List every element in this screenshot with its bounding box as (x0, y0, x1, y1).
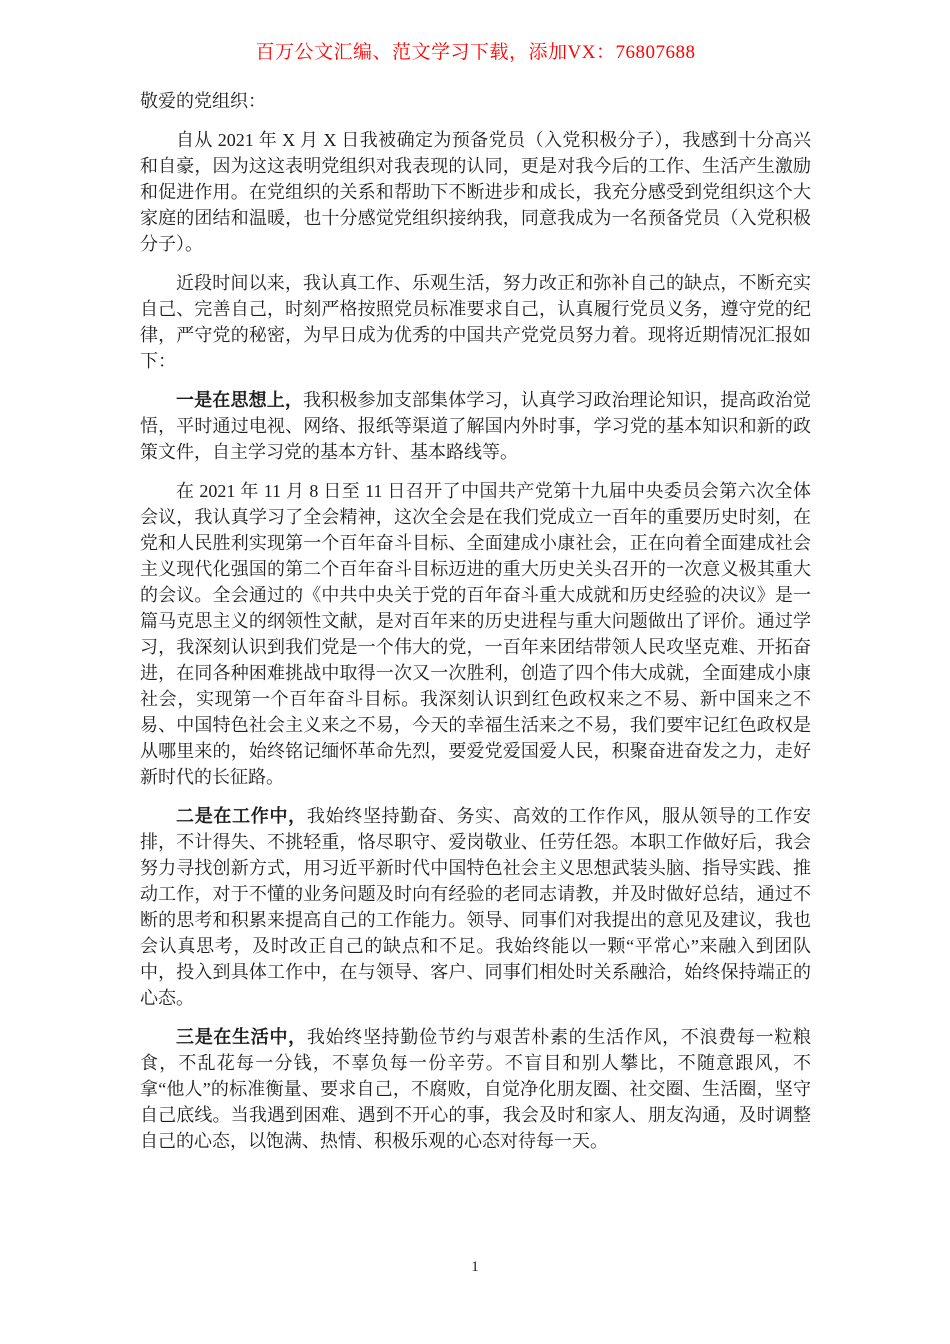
paragraph-text: 自从 2021 年 X 月 X 日我被确定为预备党员（入党积极分子），我感到十分高兴和自豪，因为这这表明党组织对我表现的认同，更是对我今后的工作、生活产生激励和促进作用。在党组织的关系和帮助下不断进步和成长，我充分感受到党组织这个大家庭的团结和温暖，也十分感觉党组织接纳我，同意我成为一名预备党员（入党积极分子）。 (140, 130, 811, 254)
paragraph (140, 387, 811, 465)
page-number: 1 (471, 1259, 479, 1275)
paragraph-text: 我积极参加支部集体学习，认真学习政治理论知识，提高政治觉悟，平时通过电视、网络、报纸等渠道了解国内外时事，学习党的基本知识和新的政策文件，自主学习党的基本方针、基本路线等。 (140, 390, 811, 462)
paragraph-lead: 一是在思想上， (176, 390, 304, 410)
paragraph (140, 478, 811, 790)
salutation: 敬爱的党组织： (140, 91, 266, 111)
paragraph-text: 我始终坚持勤俭节约与艰苦朴素的生活作风，不浪费每一粒粮食，不乱花每一分钱，不辜负每一份辛劳。不盲目和别人攀比，不随意跟风，不拿“他人”的标准衡量、要求自己，不腐败，自觉净化朋友圈、社交圈、生活圈，坚守自己底线。当我遇到困难、遇到不开心的事，我会及时和家人、朋友沟通，及时调整自己的心态，以饱满、热情、积极乐观的心态对待每一天。 (140, 1027, 812, 1151)
paragraph-text: 近段时间以来，我认真工作、乐观生活，努力改正和弥补自己的缺点，不断充实自己、完善自己，时刻严格按照党员标准要求自己，认真履行党员义务，遵守党的纪律，严守党的秘密，为早日成为优秀的中国共产党党员努力着。现将近期情况汇报如下： (140, 273, 811, 371)
paragraph (140, 1024, 811, 1154)
paragraph-lead: 三是在生活中， (176, 1027, 307, 1047)
paragraph-text: 在 2021 年 11 月 8 日至 11 日召开了中国共产党第十九届中央委员会第六次全体会议，我认真学习了全会精神，这次全会是在我们党成立一百年的重要历史时刻，在党和人民胜利实现第一个百年奋斗目标、全面建成小康社会，正在向着全面建成社会主义现代化强国的第二个百年奋斗目标迈进的重大历史关头召开的一次意义极其重大的会议。全会通过的《中共中央关于党的百年奋斗重大成就和历史经验的决议》是一篇马克思主义的纲领性文献，是对百年来的历史进程与重大问题做出了评价。通过学习，我深刻认识到我们党是一个伟大的党，一百年来团结带领人民攻坚克难、开拓奋进，在同各种困难挑战中取得一次又一次胜利，创造了四个伟大成就，全面建成小康社会，实现第一个百年奋斗目标。我深刻认识到红色政权来之不易、新中国来之不易、中国特色社会主义来之不易，今天的幸福生活来之不易，我们要牢记红色政权是从哪里来的，始终铭记缅怀革命先烈，要爱党爱国爱人民，积聚奋进奋发之力，走好新时代的长征路。 (140, 481, 811, 787)
paragraph (140, 803, 811, 1011)
promo-header-notice: 百万公文汇编、范文学习下载，添加VX：76807688 (255, 42, 696, 63)
paragraph-text: 我始终坚持勤奋、务实、高效的工作作风，服从领导的工作安排，不计得失、不挑轻重，恪尽职守、爱岗敬业、任劳任怨。本职工作做好后，我会努力寻找创新方式，用习近平新时代中国特色社会主义思想武装头脑、指导实践、推动工作，对于不懂的业务问题及时向有经验的老同志请教，并及时做好总结，通过不断的思考和积累来提高自己的工作能力。领导、同事们对我提出的意见及建议，我也会认真思考，及时改正自己的缺点和不足。我始终能以一颗“平常心”来融入到团队中，投入到具体工作中，在与领导、客户、同事们相处时关系融洽，始终保持端正的心态。 (140, 806, 812, 1008)
paragraph (140, 127, 811, 257)
paragraph (140, 270, 811, 374)
paragraph-lead: 二是在工作中， (176, 806, 307, 826)
